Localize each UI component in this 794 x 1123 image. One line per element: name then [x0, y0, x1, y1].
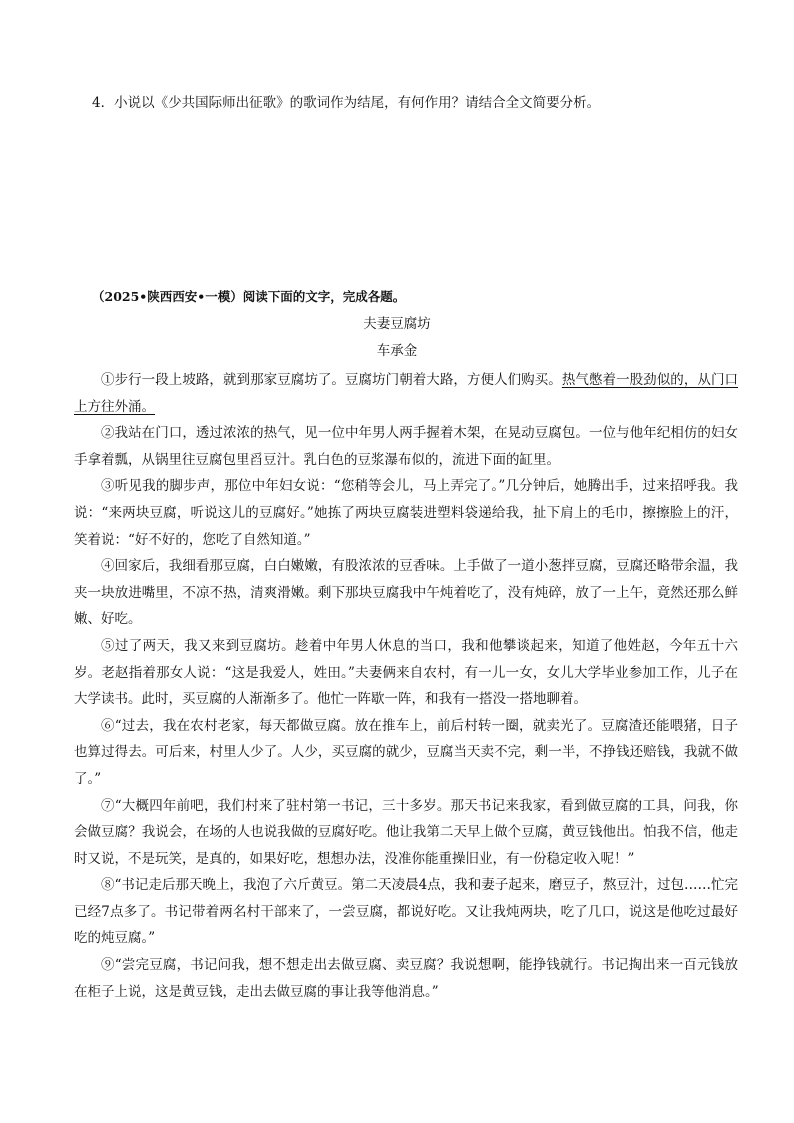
paragraph-9: ⑨“尝完豆腐，书记问我，想不想走出去做豆腐、卖豆腐？我说想啊，能挣钱就行。书记掏出来一百元钱放在柜子上说，这是黄豆钱，走出去做豆腐的事让我等他消息。” — [74, 957, 738, 1000]
paragraph-5: ⑤过了两天，我又来到豆腐坊。趁着中年男人休息的当口，我和他攀谈起来，知道了他姓赵，今年五十六岁。老赵指着那女人说：“这是我爱人，姓田。”夫妻俩来自农村，有一儿一女，女儿大学毕业参加工作，儿子在大学读书。此时，买豆腐的人渐渐多了。他忙一阵歇一阵，和我有一搭没一搭地聊着。 — [74, 637, 738, 708]
question-4: 4．小说以《少共国际师出征歌》的歌词作为结尾，有何作用？请结合全文简要分析。 — [92, 95, 601, 111]
story-body — [74, 367, 738, 1005]
paragraph-1-text: ①步行一段上坡路，就到那家豆腐坊了。豆腐坊门朝着大路，方便人们购买。 — [101, 372, 562, 388]
paragraph-1-underlined-sentence: 热气憋着一股劲似的，从门口上方往外涌。 — [74, 372, 739, 415]
paragraph-8: ⑧“书记走后那天晚上，我泡了六斤黄豆。第二天凌晨4点，我和妻子起来，磨豆子，熬豆汁，过包……忙完已经7点多了。书记带着两名村干部来了，一尝豆腐，都说好吃。又让我炖两块，吃了几口，说这是他吃过最好吃的炖豆腐。” — [74, 877, 738, 947]
paragraph-3: ③听见我的脚步声，那位中年妇女说：“您稍等会儿，马上弄完了。”几分钟后，她腾出手，过来招呼我。我说：“来两块豆腐，听说这儿的豆腐好。”她拣了两块豆腐装进塑料袋递给我，扯下肩上的毛巾，擦擦脸上的汗，笑着说：“好不好的，您吃了自然知道。” — [74, 478, 738, 548]
passage-source: （2025•陕西西安•一模）阅读下面的文字，完成各题。 — [92, 289, 406, 304]
story-author: 车承金 — [376, 343, 418, 359]
paragraph-7: ⑦“大概四年前吧，我们村来了驻村第一书记，三十多岁。那天书记来我家，看到做豆腐的工具，问我，你会做豆腐？我说会，在场的人也说我做的豆腐好吃。他让我第二天早上做个豆腐，黄豆钱他出。怕我不信，他走时又说，不是玩笑，是真的，如果好吃，想想办法，没准你能重操旧业，有一份稳定收入呢！” — [74, 797, 738, 867]
paragraph-1 — [74, 367, 738, 420]
paragraph-4: ④回家后，我细看那豆腐，白白嫩嫩，有股浓浓的豆香味。上手做了一道小葱拌豆腐，豆腐还略带余温，我夹一块放进嘴里，不凉不热，清爽滑嫩。剩下那块豆腐我中午炖着吃了，没有炖碎，放了一上午，竟然还那么鲜嫩、好吃。 — [74, 558, 738, 628]
story-title: 夫妻豆腐坊 — [363, 316, 431, 332]
paragraph-6: ⑥“过去，我在农村老家，每天都做豆腐。放在推车上，前后村转一圈，就卖光了。豆腐渣还能喂猪，日子也算过得去。可后来，村里人少了。人少，买豆腐的就少，豆腐当天卖不完，剩一半，不挣钱还赔钱，我就不做了。” — [74, 717, 738, 787]
paragraph-2: ②我站在门口，透过浓浓的热气，见一位中年男人两手握着木架，在晃动豆腐包。一位与他年纪相仿的妇女手拿着瓢，从锅里往豆腐包里舀豆汁。乳白色的豆浆瀑布似的，流进下面的缸里。 — [74, 425, 738, 468]
